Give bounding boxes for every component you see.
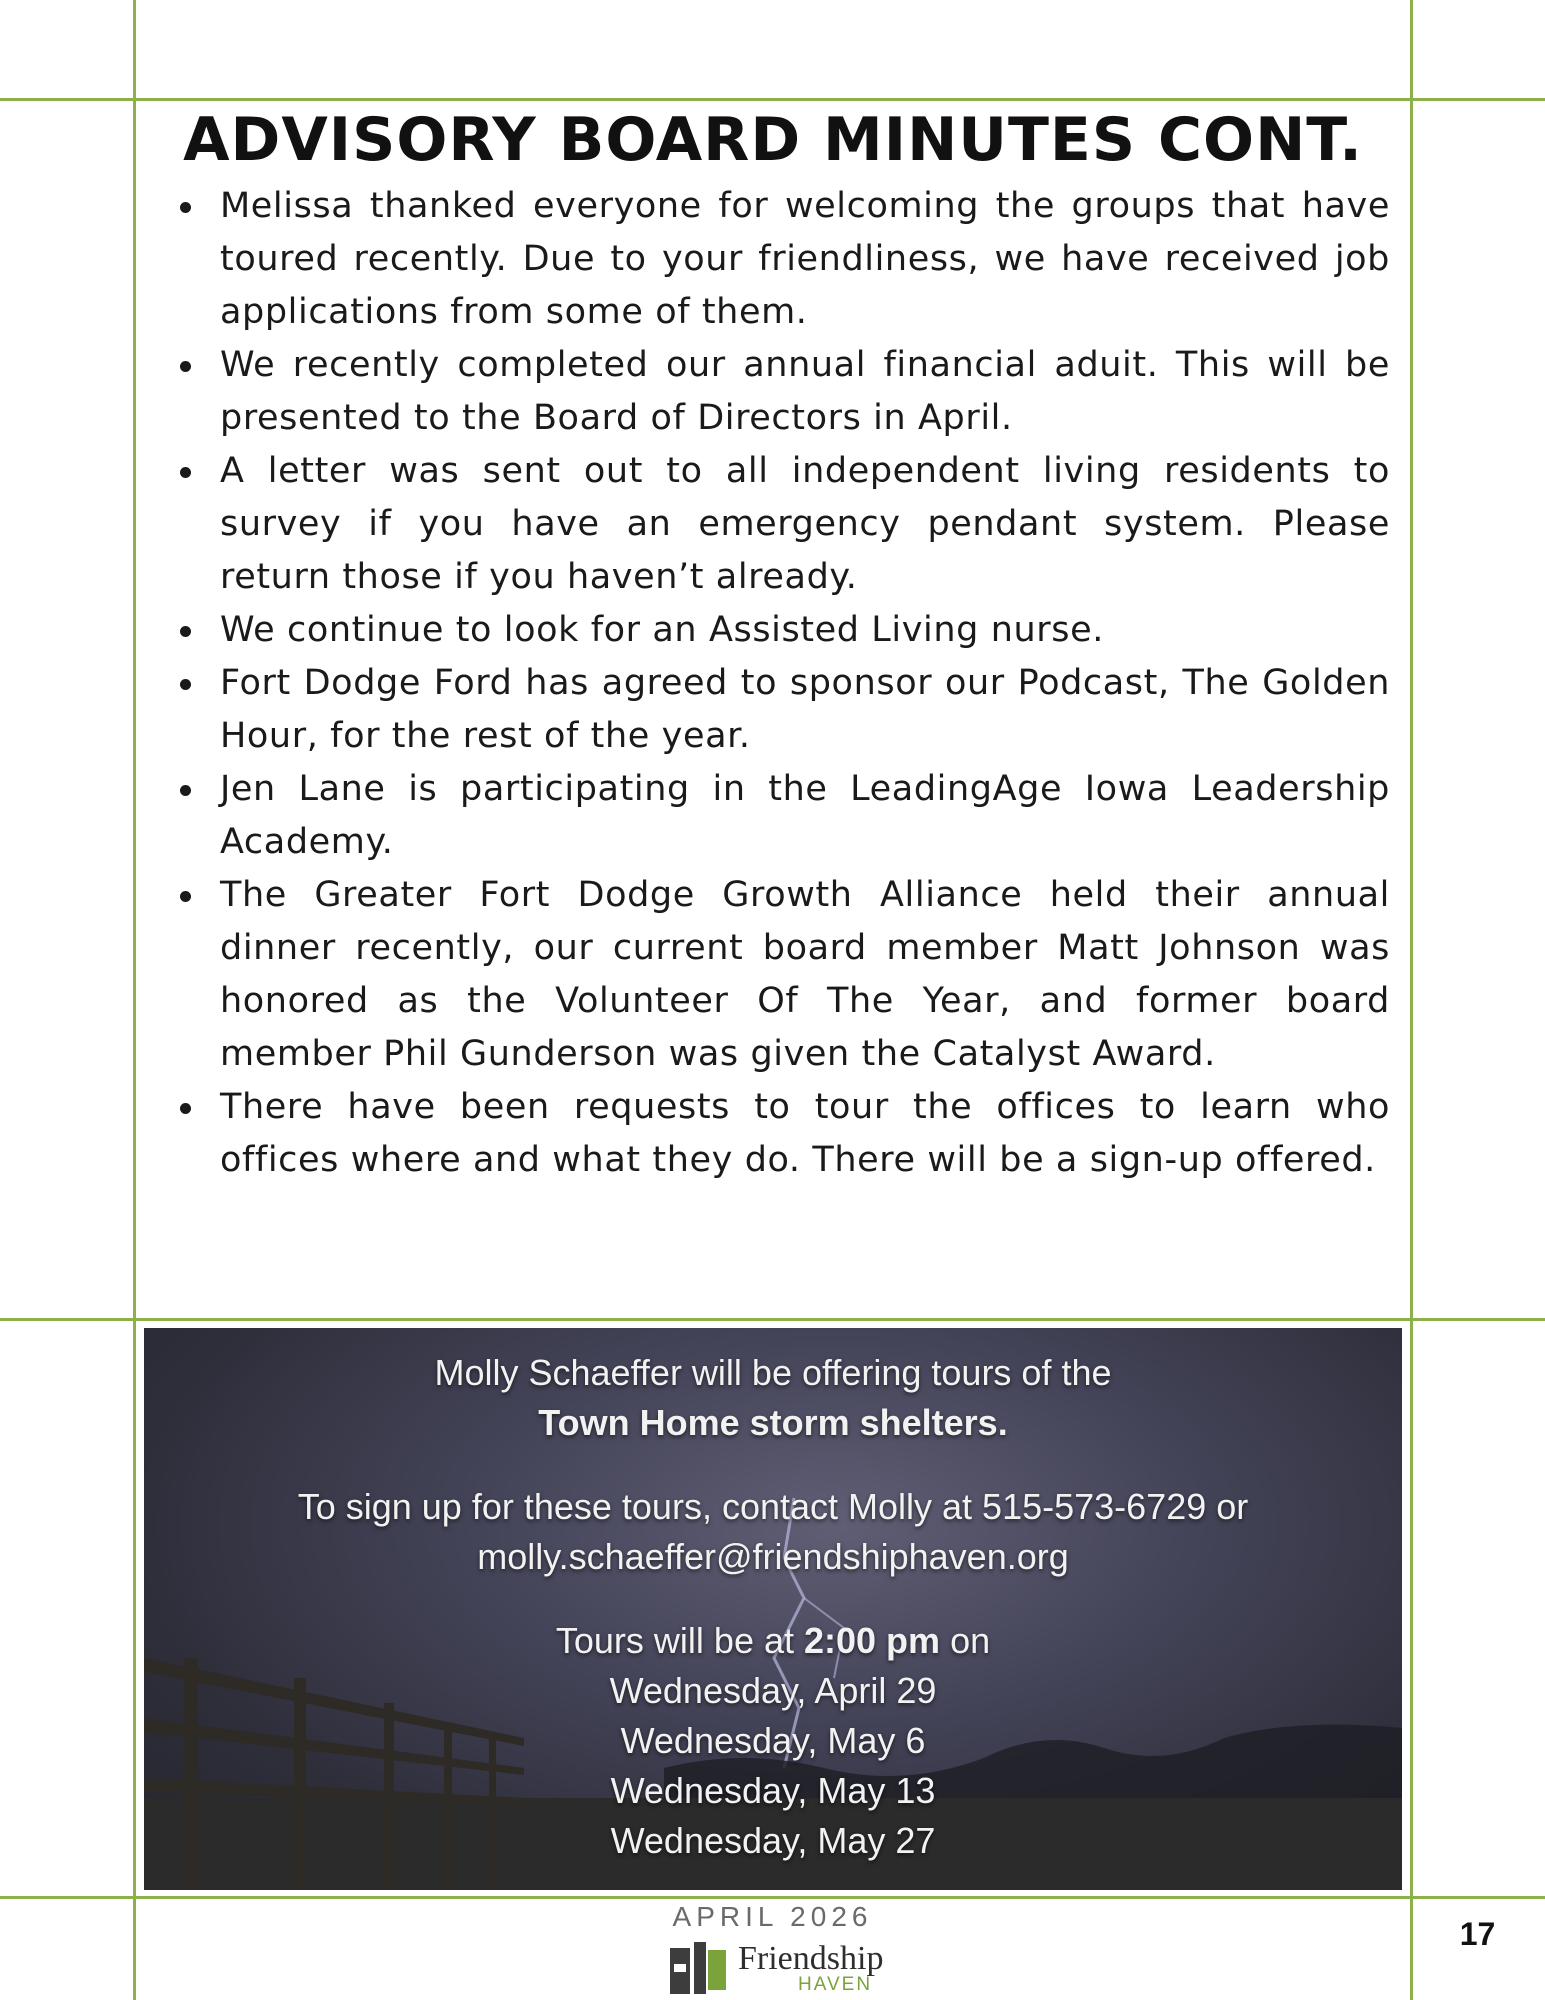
grid-line-left xyxy=(133,0,136,2000)
tour-date: Wednesday, April 29 xyxy=(609,1670,937,1711)
bullet-icon xyxy=(180,202,191,213)
bullet-icon xyxy=(180,1103,191,1114)
grid-line-middle xyxy=(0,1318,1545,1321)
tour-date: Wednesday, May 6 xyxy=(620,1720,926,1761)
storm-shelter-notice xyxy=(144,1328,1402,1890)
signup-line: To sign up for these tours, contact Molly at 515-573-6729 or xyxy=(297,1486,1249,1527)
list-item: A letter was sent out to all independent living residents to survey if you have an emergency pendant system. Please return those if you haven’t already. xyxy=(220,445,1390,604)
bullet-icon xyxy=(180,891,191,902)
bullet-icon xyxy=(180,361,191,372)
notice-highlight: Town Home storm shelters. xyxy=(538,1402,1008,1443)
tour-date: Wednesday, May 13 xyxy=(610,1770,936,1811)
page-number: 17 xyxy=(1459,1916,1496,1952)
logo-mark-icon xyxy=(668,1940,728,1996)
bullet-icon xyxy=(180,467,191,478)
list-item: We continue to look for an Assisted Living nurse. xyxy=(220,604,1390,657)
tours-time-line: Tours will be at 2:00 pm on xyxy=(555,1620,991,1661)
list-item: Jen Lane is participating in the LeadingAge Iowa Leadership Academy. xyxy=(220,763,1390,869)
grid-line-bottom xyxy=(0,1896,1545,1899)
list-item: Melissa thanked everyone for welcoming the groups that have toured recently. Due to your friendliness, we have received job applications from some of them. xyxy=(220,180,1390,339)
list-item: Fort Dodge Ford has agreed to sponsor our Podcast, The Golden Hour, for the rest of the year. xyxy=(220,657,1390,763)
grid-line-top xyxy=(0,98,1545,101)
notice-line: Molly Schaeffer will be offering tours of the xyxy=(434,1352,1112,1393)
minutes-list xyxy=(220,180,1390,1187)
grid-line-right xyxy=(1410,0,1413,2000)
issue-date: APRIL 2026 xyxy=(672,1901,873,1932)
bullet-icon xyxy=(180,785,191,796)
list-item: There have been requests to tour the offices to learn who offices where and what they do. There will be a sign-up offered. xyxy=(220,1081,1390,1187)
list-item: The Greater Fort Dodge Growth Alliance held their annual dinner recently, our current board member Matt Johnson was honored as the Volunteer Of The Year, and former board member Phil Gunderson was given the Catalyst Award. xyxy=(220,869,1390,1081)
logo-subtitle: HAVEN xyxy=(798,1974,873,1995)
friendship-haven-logo xyxy=(668,1940,908,1998)
page-title: ADVISORY BOARD MINUTES CONT. xyxy=(183,105,1363,175)
notice-text xyxy=(144,1348,1402,1866)
contact-email: molly.schaeffer@friendshiphaven.org xyxy=(477,1536,1069,1577)
tour-date: Wednesday, May 27 xyxy=(610,1820,936,1861)
bullet-icon xyxy=(180,626,191,637)
logo-name: Friendship xyxy=(738,1940,884,1977)
list-item: We recently completed our annual financial aduit. This will be presented to the Board of Directors in April. xyxy=(220,339,1390,445)
bullet-icon xyxy=(180,679,191,690)
